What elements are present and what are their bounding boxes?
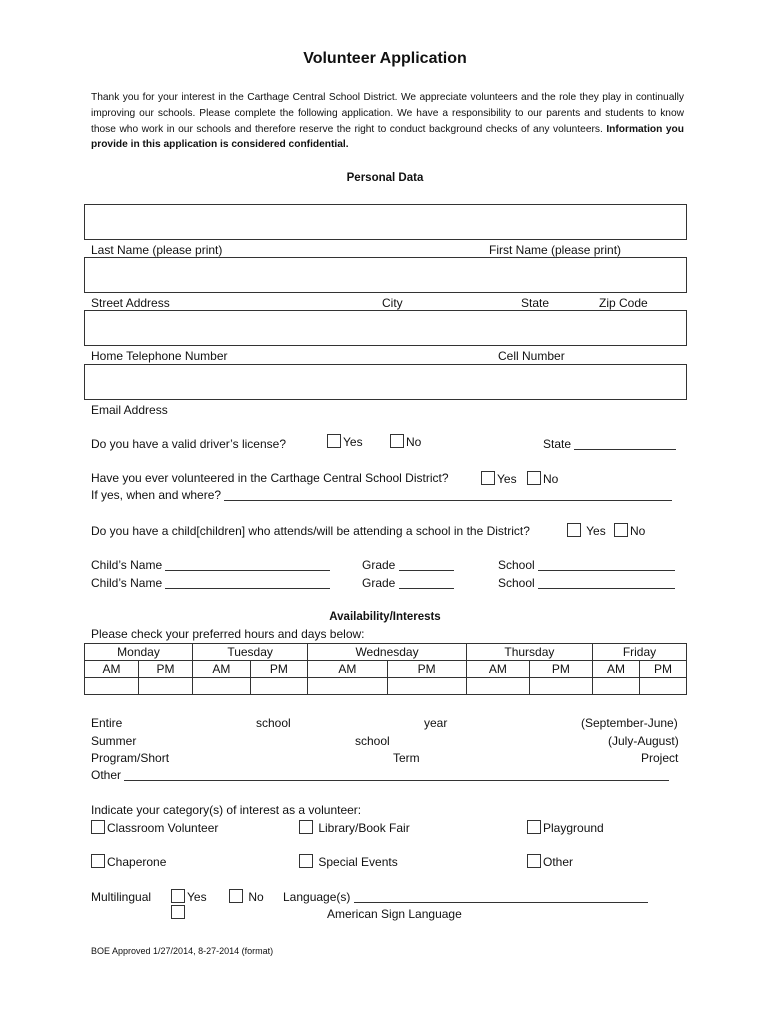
- monday-am-cell[interactable]: [85, 678, 139, 695]
- asl-checkbox-wrap[interactable]: [171, 905, 187, 920]
- grade-line[interactable]: [399, 577, 454, 589]
- intro-text: Thank you for your interest in the Carthage Central School District. We appreciate volunteers and the role they play in continually improving our schools. Please complete the following application. We have a responsibility to our parents and students to know those who work in our schools and therefore reserve the right to conduct background checks of any volunteers.: [91, 92, 684, 135]
- pm-label: PM: [639, 661, 686, 678]
- am-label: AM: [466, 661, 529, 678]
- availability-entry-row: [85, 678, 687, 695]
- childs-name-label: Child’s Name: [91, 576, 163, 590]
- address-field[interactable]: [84, 257, 687, 293]
- state-label: State: [521, 296, 550, 310]
- am-label: AM: [85, 661, 139, 678]
- volunteered-yes-checkbox[interactable]: [481, 471, 495, 485]
- special-events-option[interactable]: [299, 854, 398, 869]
- child-no-option[interactable]: [614, 523, 645, 538]
- day-thursday: Thursday: [466, 644, 592, 661]
- other-term-field[interactable]: [91, 768, 669, 782]
- asl-label: American Sign Language: [327, 907, 462, 921]
- library-book-fair-option[interactable]: [299, 820, 410, 835]
- other-interest-label: Other: [543, 855, 574, 869]
- multilingual-no-option[interactable]: [229, 889, 264, 904]
- license-no-option[interactable]: [390, 434, 421, 449]
- pm-label: PM: [529, 661, 592, 678]
- grade-field-2[interactable]: [362, 576, 454, 590]
- school-line[interactable]: [538, 577, 675, 589]
- when-where-label: If yes, when and where?: [91, 488, 222, 502]
- school-field-2[interactable]: [498, 576, 675, 590]
- child-question: Do you have a child[children] who attends/will be attending a school in the District?: [91, 524, 530, 538]
- day-tuesday: Tuesday: [193, 644, 308, 661]
- childs-name-line[interactable]: [165, 577, 330, 589]
- phone-field[interactable]: [84, 310, 687, 346]
- am-label: AM: [308, 661, 387, 678]
- when-where-field[interactable]: [91, 488, 672, 502]
- personal-data-heading: Personal Data: [346, 172, 424, 184]
- library-book-fair-checkbox[interactable]: [299, 820, 313, 834]
- zip-code-label: Zip Code: [599, 296, 648, 310]
- school-label: School: [498, 576, 535, 590]
- tuesday-pm-cell[interactable]: [250, 678, 308, 695]
- multilingual-yes-option[interactable]: [171, 889, 207, 904]
- availability-table: [84, 643, 687, 695]
- pm-label: PM: [250, 661, 308, 678]
- cell-number-label: Cell Number: [498, 349, 565, 363]
- school-word-label: school: [256, 716, 291, 730]
- other-term-line[interactable]: [124, 769, 669, 781]
- asl-checkbox[interactable]: [171, 905, 185, 919]
- childs-name-label: Child’s Name: [91, 558, 163, 572]
- am-label: AM: [193, 661, 251, 678]
- school-field-1[interactable]: [498, 558, 675, 572]
- availability-instruction: Please check your preferred hours and days below:: [91, 627, 365, 641]
- intro-paragraph: [91, 90, 684, 153]
- thursday-am-cell[interactable]: [466, 678, 529, 695]
- tuesday-am-cell[interactable]: [193, 678, 251, 695]
- child-yes-option[interactable]: [567, 523, 606, 538]
- yes-label: Yes: [343, 435, 363, 449]
- last-name-label: Last Name (please print): [91, 243, 223, 257]
- chaperone-checkbox[interactable]: [91, 854, 105, 868]
- chaperone-option[interactable]: [91, 854, 166, 869]
- special-events-checkbox[interactable]: [299, 854, 313, 868]
- languages-field[interactable]: [283, 890, 648, 904]
- playground-label: Playground: [543, 821, 604, 835]
- volunteered-question: Have you ever volunteered in the Carthage Central School District?: [91, 471, 449, 485]
- july-august-label: (July-August): [608, 734, 679, 748]
- license-yes-checkbox[interactable]: [327, 434, 341, 448]
- entire-label: Entire: [91, 716, 123, 730]
- yes-label: Yes: [586, 524, 606, 538]
- day-wednesday: Wednesday: [308, 644, 467, 661]
- no-label: No: [406, 435, 422, 449]
- city-label: City: [382, 296, 403, 310]
- wednesday-pm-cell[interactable]: [387, 678, 466, 695]
- no-label: No: [543, 472, 559, 486]
- grade-label: Grade: [362, 576, 396, 590]
- school-line[interactable]: [538, 559, 675, 571]
- street-address-label: Street Address: [91, 296, 170, 310]
- first-name-label: First Name (please print): [489, 243, 622, 257]
- chaperone-label: Chaperone: [107, 855, 167, 869]
- multilingual-label: Multilingual: [91, 890, 152, 904]
- day-header-row: [85, 644, 687, 661]
- monday-pm-cell[interactable]: [139, 678, 193, 695]
- license-state-label: State: [543, 437, 572, 451]
- license-yes-option[interactable]: [327, 434, 363, 449]
- name-field[interactable]: [84, 204, 687, 240]
- yes-label: Yes: [187, 890, 207, 904]
- grade-label: Grade: [362, 558, 396, 572]
- email-label: Email Address: [91, 403, 168, 417]
- multilingual-no-checkbox[interactable]: [229, 889, 243, 903]
- yes-label: Yes: [497, 472, 517, 486]
- child-yes-checkbox[interactable]: [567, 523, 581, 537]
- pm-label: PM: [387, 661, 466, 678]
- friday-am-cell[interactable]: [592, 678, 639, 695]
- volunteered-yes-option[interactable]: [481, 471, 517, 486]
- thursday-pm-cell[interactable]: [529, 678, 592, 695]
- day-friday: Friday: [592, 644, 686, 661]
- childs-name-line[interactable]: [165, 559, 330, 571]
- other-interest-checkbox[interactable]: [527, 854, 541, 868]
- grade-line[interactable]: [399, 559, 454, 571]
- program-short-label: Program/Short: [91, 751, 170, 765]
- project-label: Project: [641, 751, 679, 765]
- classroom-volunteer-option[interactable]: [91, 820, 218, 835]
- multilingual-yes-checkbox[interactable]: [171, 889, 185, 903]
- grade-field-1[interactable]: [362, 558, 454, 572]
- pm-label: PM: [139, 661, 193, 678]
- playground-checkbox[interactable]: [527, 820, 541, 834]
- childs-name-field-1[interactable]: [91, 558, 330, 572]
- friday-pm-cell[interactable]: [639, 678, 686, 695]
- footer-note: BOE Approved 1/27/2014, 8-27-2014 (format): [91, 946, 274, 956]
- summer-label: Summer: [91, 734, 137, 748]
- child-no-checkbox[interactable]: [614, 523, 628, 537]
- license-state-line[interactable]: [574, 438, 676, 450]
- special-events-label: Special Events: [318, 855, 398, 869]
- library-book-fair-label: Library/Book Fair: [318, 821, 410, 835]
- license-question: Do you have a valid driver’s license?: [91, 437, 286, 451]
- when-where-line[interactable]: [224, 489, 672, 501]
- languages-label: Language(s): [283, 890, 351, 904]
- confidential-notice: Information you provide in this application is considered confidential.: [91, 123, 684, 151]
- no-label: No: [630, 524, 646, 538]
- day-monday: Monday: [85, 644, 193, 661]
- languages-line[interactable]: [354, 891, 648, 903]
- classroom-volunteer-checkbox[interactable]: [91, 820, 105, 834]
- other-term-label: Other: [91, 768, 122, 782]
- interest-prompt: Indicate your category(s) of interest as a volunteer:: [91, 803, 362, 817]
- volunteered-no-option[interactable]: [527, 471, 558, 486]
- availability-heading: Availability/Interests: [329, 611, 441, 623]
- volunteered-no-checkbox[interactable]: [527, 471, 541, 485]
- classroom-volunteer-label: Classroom Volunteer: [107, 821, 219, 835]
- september-june-label: (September-June): [581, 716, 678, 730]
- other-interest-option[interactable]: [527, 854, 573, 869]
- home-phone-label: Home Telephone Number: [91, 349, 228, 363]
- summer-school-label: school: [355, 734, 390, 748]
- no-label: No: [248, 890, 264, 904]
- license-no-checkbox[interactable]: [390, 434, 404, 448]
- page-title: Volunteer Application: [303, 50, 467, 67]
- wednesday-am-cell[interactable]: [308, 678, 387, 695]
- email-field[interactable]: [84, 364, 687, 400]
- license-state-field[interactable]: [543, 437, 676, 451]
- playground-option[interactable]: [527, 820, 604, 835]
- am-label: AM: [592, 661, 639, 678]
- childs-name-field-2[interactable]: [91, 576, 330, 590]
- term-label: Term: [393, 751, 420, 765]
- year-label: year: [424, 716, 448, 730]
- ampm-header-row: [85, 661, 687, 678]
- school-label: School: [498, 558, 535, 572]
